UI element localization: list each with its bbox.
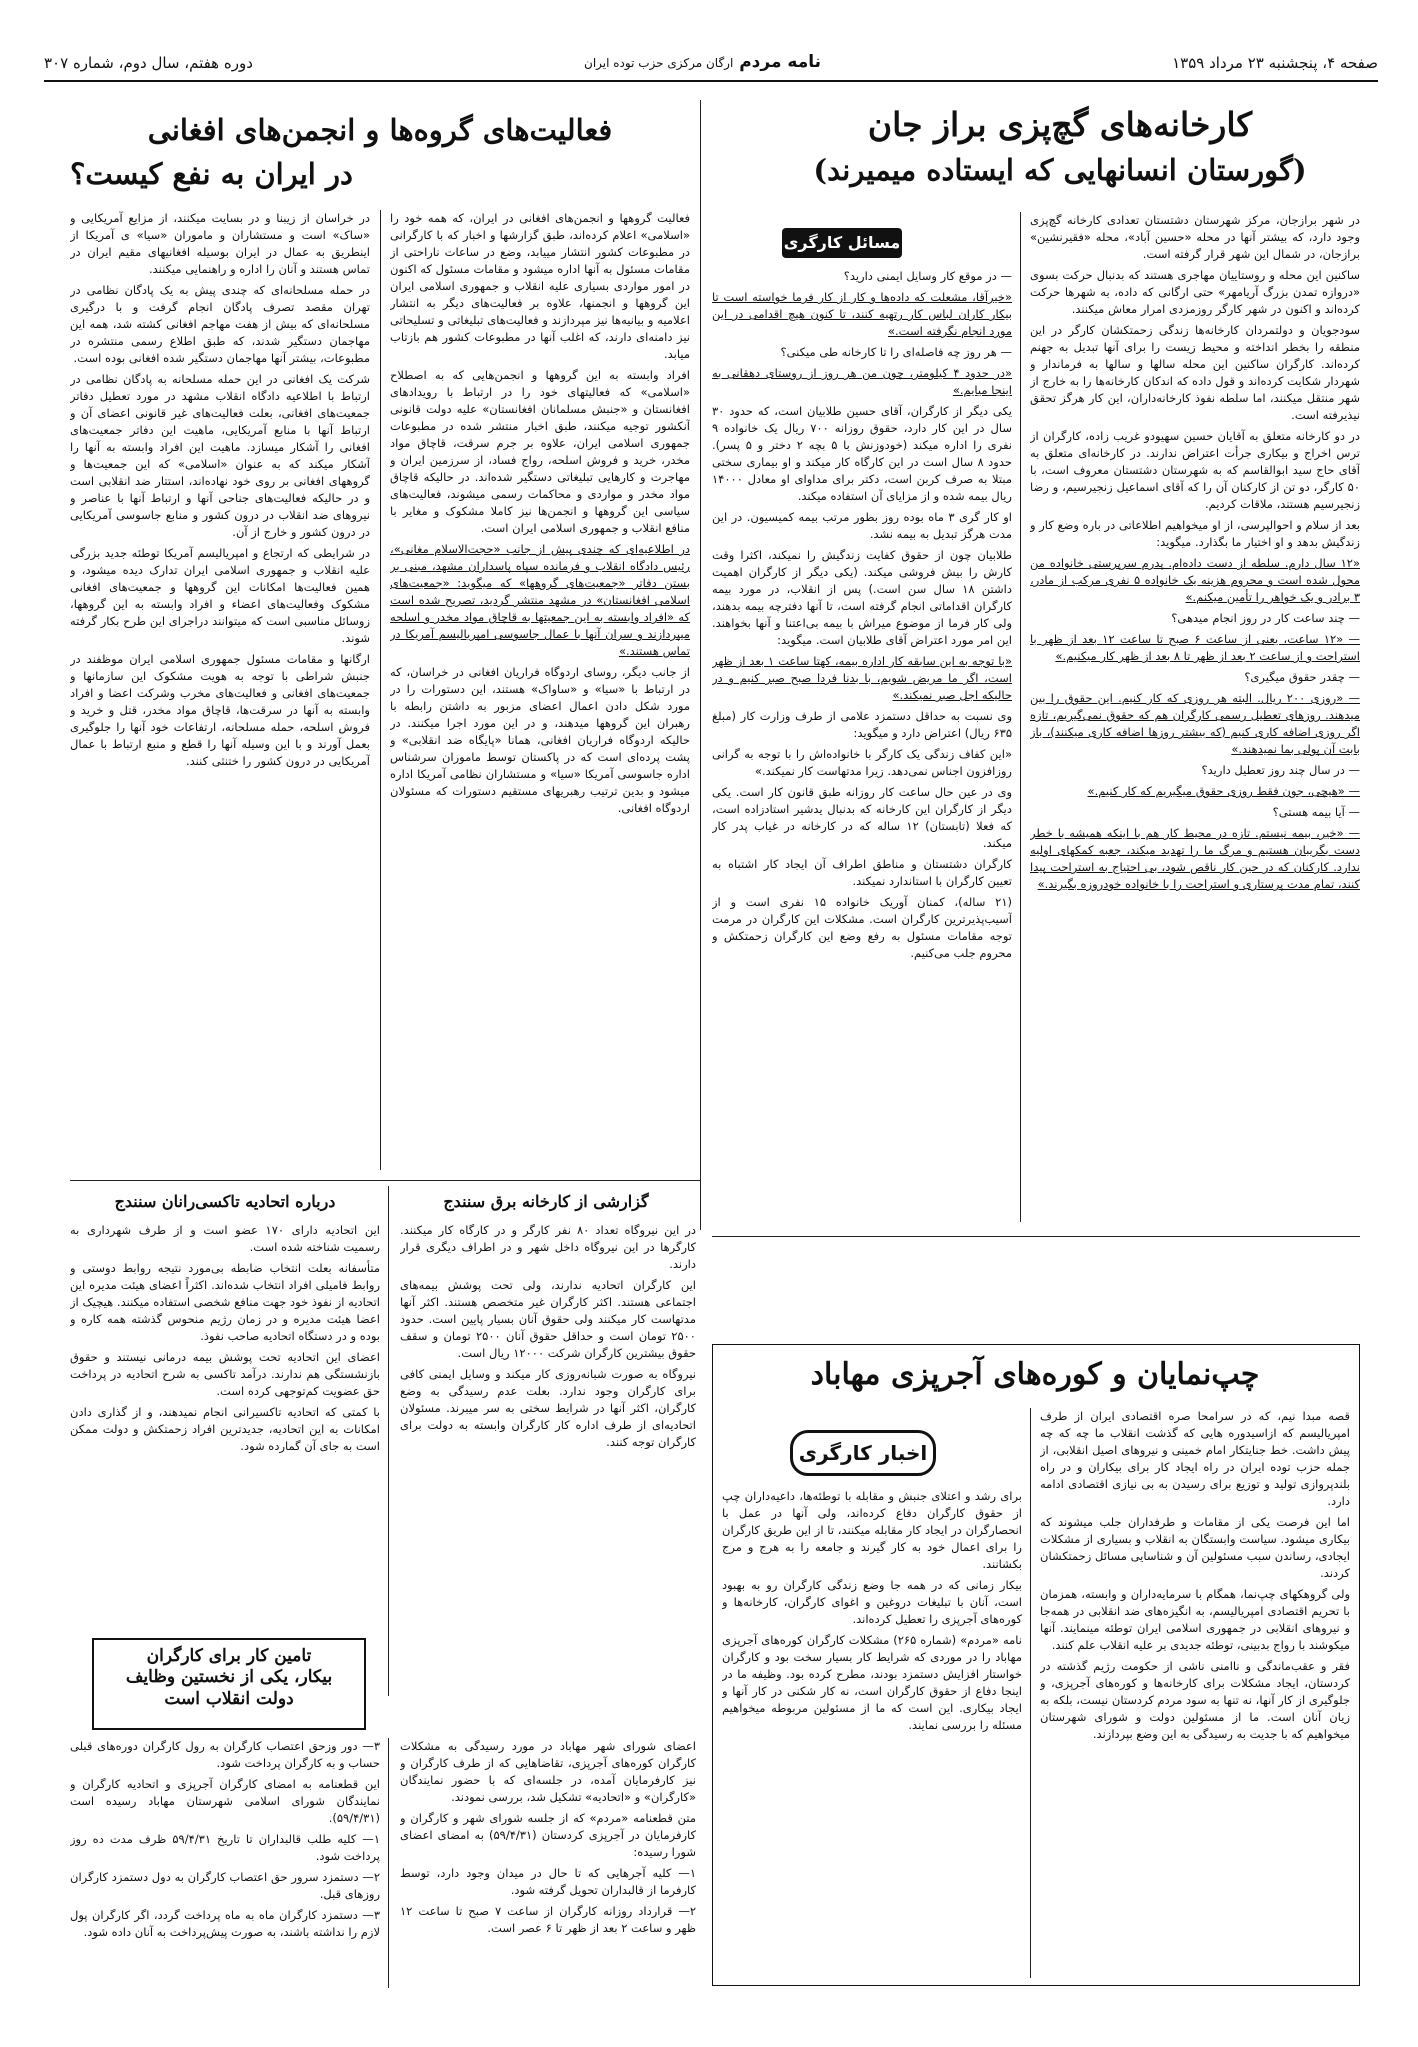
column-divider <box>380 210 381 1170</box>
mahabad-column-left: برای رشد و اعتلای جنبش و مقابله با توطئه‌ها، داعیه‌داران چپ از حقوق کارگران دفاع کرده‌اند، ولی آنها در عمل با انحصارگران در ایجاد کار مقابله میکنند، تا از این طریق کارگران را برای اعمال خود به کار گیرند و جامعه را به هرج و مرج بکشانند. بیکار زمانی که در همه جا وضع زندگی کارگران رو به بهبود است، آنان با تبلیغات دروغین و اغوای کارگران، کارخانه‌ها و کوره‌های آجرپزی را تعطیل کرده‌اند. نامه «مردم» (شماره ۲۶۵) مشکلات کارگران کوره‌های آجرپزی مهاباد را در موردی که شرایط کار بسیار سخت بود و کارگران خواستار افزایش دستمزد بودند، مطرح کرده بود. وظیفه ما در اینجا دفاع از حقوق کارگران است، نه کار شکنی در کار آنها و ایجاد بیکاری. این است که ما از مسئولین مربوطه میخواهیم مسئله را بررسی نمایند. <box>722 1489 1022 1732</box>
labor-issues-badge: مسائل کارگری <box>782 228 902 258</box>
page-date: صفحه ۴، پنجشنبه ۲۳ مرداد ۱۳۵۹ <box>1172 54 1378 72</box>
labor-news-badge: اخبار کارگری <box>790 1430 936 1476</box>
slogan-line-3: دولت انقلاب است <box>164 1688 294 1709</box>
electric-title: گزارشی از کارخانه برق سنندج <box>443 1192 649 1211</box>
resolution-column-a: اعضای شورای شهر مهاباد در مورد رسیدگی به مشکلات کارگران کوره‌های آجرپزی، تقاضا‌هایی که از طرف کارگران و نیز کارفرمایان آمده، در جلسه‌ای که با حضور نمایندگان «کارگران» و «اتحادیه» تشکیل شد، بررسی نمودند. متن قطعنامه «مردم» که از جلسه شورای شهر و کارگران و کارفرمایان در آجرپزی کردستان (۵۹/۴/۳۱) به امضای اعضای شورا رسیده: ۱— کلیه آجرهایی که تا حال در میدان وجود دارد، توسط کارفرما از قالبداران تحویل گرفته شود. ۲— قرارداد روزانه کارگران از ساعت ۷ صبح تا ساعت ۱۲ ظهر و ساعت ۲ بعد از ظهر تا ۶ عصر است. <box>400 1739 696 1935</box>
mahabad-column-right: قصه مبدا نیم، که در سرامحا صره اقتصادی ایران از طرف امپریالیسم که ازاسیدوره هایی که گذشت انقلاب ما چه که چه پیش داشت. خط جنایتکار امام خمینی و نیروهای اصیل انقلابی، از جمله حزب توده ایران در راه ایجاد کار برای بیکاران و در راه بلندپروازی تولید و توزیع برای رسیدن به بی نیازی اقتصادی ادامه دارد. اما این فرصت یکی از مقامات و طرفداران جلب میشوند که بیکاری میشود. سیاست وابستگان به انقلاب و بسیاری از مشکلات ایجادی، رساندن سبب مسئولین آن و شناسایی مسائل زحمتکشان کردند. ولی گروهکهای چپ‌نما، همگام با سرمایه‌داران و وابسته، همزمان با تحریم اقتصادی امپریالیسم، به انگیزه‌های ضد انقلابی در همه‌جا و نیروهای انقلابی در جمهوری اسلامی ایران توطئه مینمایند. آنها میکوشند با رواج بدبینی، توطئه جدیدی بر علیه انقلاب علم کنند. فقر و عقب‌ماندگی و ناامنی ناشی از حکومت رژیم گذشته در کردستان، ایجاد مشکلات برای کارخانه‌ها و کوره‌های آجرپزی، و جلوگیری از کار آنها، نه تنها به سود مردم کردستان نیست، بلکه به زیان آنان است. ما از مسئولین دولت و شورای شهرستان میخواهیم که با جدیت به رسیدگی به این وضع بپردازند. <box>1040 1409 1350 1741</box>
column-divider <box>1030 1408 1031 1978</box>
gypsum-column-right: در شهر برازجان، مرکز شهرستان دشتستان تعدادی کارخانه گچ‌پزی وجود دارد، که بیشتر آنها در محله «حسین آباد»، محله «فقیرنشین» برازجان، در شمال این شهر قرار گرفته است. ساکنین این محله و روستاییان مهاجری هستند که بدنبال حرکت بسوی «دروازه تمدن بزرگ آریامهر» حتی ارگانی که داده، به شهرها حرکت کرده‌اند و اکنون در شهر کارگر روزمزدی امرار معاش میکنند. سودجویان و دولتمردان کارخانه‌ها زندگی زحمتکشان کارگر در این منطقه را بخطر انداخته و محیط زیست را برای آنها تبدیل به جهنم کرده‌اند. کارگران ساکنین این محله سالها و سالها به فرماندار و شهردار شکایت کرده‌اند و قول داده که اندکان کارخانه‌ها را به خارج از شهر منتقل میکنند، اما سلطه نفوذ کارخانه‌داران، این کار هرگز تحقق نیذیرفته است. در دو کارخانه متعلق به آقایان حسین سهیودو غریب زاده، کارگران از ترس اخراج و بیکاری جرأت اعتراض ندارند. در کارخانه‌ای متعلق به آقای حاج سید ابوالقاسم که به شهرستان دشتستان معروف است، با ۵۰ کارگر، دو تن از کارکنان آن را که آقای اسماعیل زنجیرسیم، و رضا زنجیرسیم هستند، ملاقات کردیم. بعد از سلام و احوالپرسی، از او میخواهیم اطلاعاتی در باره وضع کار و زندگیش بدهد و او اختیار ما بگذارد. میگوید: «۱۲ سال دارم. سلطه از دست داده‌ام. پدرم سرپرستی خانواده من محول شده است و محروم هزینه یک خانواده ۵ نفری مرکب از مادر، ۳ برادر و یک خواهر را تأمین میکنم.» — چند ساعت کار در روز انجام میدهی؟ — «۱۲ ساعت، یعنی از ساعت ۶ صبح تا ساعت ۱۲ بعد از ظهر با استراحت و از ساعت ۲ بعد از ظهر تا ۸ بعد از ظهر کار میکنیم.» — چقدر حقوق میگیری؟ — «روزی ۲۰۰ ریال. البته هر روزی که کار کنیم. این حقوق را بین میدهند. روزهای تعطیل رسمی کارگران هم که حقوق نمی‌گیریم، تازه اگر روزی اضافه کاری کنیم (که بیشتر روزها اضافه کاری میکنند)، باز بابت آن پولی بما نمیدهند.» — در سال چند روز تعطیل دارید؟ — «هیچی، جون فقط روزی حقوق میگیریم که کار کنیم.» — آیا بیمه هستی؟ — «خیر، بیمه نیستم. تازه در محیط کار هم با اینکه همیشه با خطر دست بگریبان هستیم و مرگ ما را تهدید میکند، جعبه کمکهای اولیه ندارد. کارکنان که در حین کار ناقص شود، بی احتیاج به استراحت پیدا کنند، تمام مدت پرستاری و استراحت را با خانواده خودروزه بگیرند.» <box>1030 213 1360 891</box>
column-divider <box>388 1738 389 1988</box>
gypsum-title: کارخانه‌های گچ‌پزی براز جان <box>867 105 1253 144</box>
gypsum-column-left: — در موقع کار وسایل ایمنی دارید؟ «خیرآقا، مشعلت که داده‌ها و کار از کار فرما خواسته است تا بیکار کاران لباس کار رتهیه کنند، تا کنون هیچ اقدامی در این مورد انجام نگرفته است.» — هر روز چه فاصله‌ای را تا کارخانه طی میکنی؟ «در حدود ۴ کیلومتر، چون من هر روز از روستای دهقانی به اینجا میایم.» یکی دیگر از کارگران، آقای حسین طلابیان است، که حدود ۳۰ سال در این کار دارد، حقوق روزانه ۷۰۰ ریال یک خانواده ۹ نفری را اداره میکند (خودوزنش با ۵ بچه ۲ دختر و ۵ پسر). حدود ۸ سال است در این کارگاه کار میکند و او بیماری سختی مبتلا به صرف کربن است، دکتر برای مداوای او معادل ۱۴۰۰۰ ریال بیمه شده و از مزایای آن استفاده میکند. او کار گری ۳ ماه بوده روز بطور مرتب بیمه کمیسیون. در این مدت هرگز تبدیل به بیمه نشد. طلابیان چون از حقوق کفایت زندگیش را نمیکند، اکثرا وقت کارش را بیش فروشی میکند. (یکی دیگر از کارگران اهمیت داشتن ۱۸ سال سن است.) پس از انقلاب، در مورد بیمه کارگران اقداماتی انجام گرفته است، تا آنها دفترچه بیمه بدهند، ولی کار فرما از موضوع میراش با بیمه بی‌اعتنا و آنها بخواهند. این امر مورد اعتراض آقای طلابیان است. میگوید: «با توجه به این سابقه کار اداره بیمه، کهتا ساعت ۱ بعد از ظهر است، اگر ما مریض شویم، با بدنا فردا صبح صبر کنیم و در حالیکه اجل صبر نمیکند.» وی نسبت به حداقل دستمزد علامی از طرف وزارت کار (مبلغ ۶۳۵ ریال) اعتراض دارد و میگوید: «این کفاف زندگی یک کارگر با خانواده‌اش را با توجه به گرانی روزافزون اجناس نمی‌دهد. زیرا مدتهاست کار نمیکند.» وی در عین حال ساعت کار روزانه طبق قانون کار است. یکی دیگر از کارگران این کارخانه که بدنبال یدشیر استادزاده است، که فعلا (تابستان) ۱۲ ساله که در کارخانه در غیاب پدر کار میکند. کارگران دشتستان و مناطق اطراف آن ایجاد کار اشتباه به تعیین کارگران با استاندارد نمیکند. (۲۱ ساله)، کمنان آوریک خانواده ۱۵ نفری است و از آسیب‌پذیرترین کارگران است. مشکلات این کارگران در مرمت توجه مقامات مسئول به رفع وضع این کارگران زحمتکش و محروم جلب می‌کنیم. <box>712 269 1012 960</box>
paper-name-logo: نامه مردم ارگان مرکزی حزب توده ایران <box>584 52 822 72</box>
slogan-line-1: تامین کار برای کارگران <box>146 1646 312 1666</box>
electric-body: در این نیروگاه تعداد ۸۰ نفر کارگر و در کارگاه کار میکنند. کارگرها در این نیروگاه داخل شهر و در اطراف دیگری قرار دارند. این کارگران اتحادیه ندارند، ولی تحت پوشش بیمه‌های اجتماعی هستند. اکثر کارگران غیر متخصص هستند. اکثر آنها مدتهاست کار میکنند ولی حقوق آنان بسیار پایین است. حدود ۲۵۰۰ تومان است و حداقل حقوق آنان ۲۵۰۰ تومان و سقف حقوق بیشترین کارگران شرکت ۱۲۰۰۰ ریال است. نیروگاه به صورت شبانه‌روزی کار میکند و وسایل ایمنی کافی برای کارگران وجود ندارد. بعلت عدم رسیدگی به وضع کارگران، اکثر آنها در شرایط سختی به سر میبرند. مسئولان اتحادیه‌ای از طرف اداره کار کارگران وابسته به دولت برای کارگران توجه کنند. <box>400 1223 696 1449</box>
afghan-column-right: فعالیت گروهها و انجمن‌های افغانی در ایران، که همه خود را «اسلامی» اعلام کرده‌اند، طبق گزارشها و اخبار که با کارگرانی در مطبوعات کشور انتشار مییابد، وضع در ساعات ناراحتی از مقامات مسئول به آنها اداره میشود و مقامات مسئول که اکنون در امور مواردی بسیاری علیه انقلاب و جمهوری اسلامی ایران این گروهها و انجمنها، علاوه بر فعالیت‌های دیگر به انتشار اعلامیه و بیانیه‌ها نیز مپردازند و فعالیت‌های تبلیغاتی و تسلیحاتی نیز دامنه‌ای دارند، که اغلب آنها در مطبوعات کشور هم بازتاب میابد. افراد وابسته به این گروهها و انجمن‌هایی که به اصطلاح «اسلامی» که فعالیتهای خود را در ارتباط با رویدادهای افغانستان و «جنبش مسلمانان افغانستان» علیه دولت قانونی آنکشور توجیه میکنند، طبق اخبار منتشر شده در مطبوعات جمهوری اسلامی ایران، علاوه بر جرم سرقت، قاچاق مواد مخدر، خرید و فروش اسلحه، رواج فساد، از سرزمین ایران و مهاجرت و کارهایی تبلیغاتی دستگیر شده‌اند. در حالیکه قاچاق مواد مخدر و مواردی و محاکمات رسمی میشوند، فعالیت‌های سیاسی این گروهها و انجمن‌ها نیز کاملا مشکوک و مغایر با منافع انقلاب و جمهوری اسلامی ایران است. در اطلاعیه‌ای که چندی پیش از جانب «حجت‌الاسلام مغانی»، رئیس دادگاه انقلاب و فرمانده سپاه پاسداران مشهد، مبنی بر بستن دفاتر «جمعیت‌های گروهها» که میگوید: «جمعیت‌های اسلامی افغانستان» در مشهد منتشر گردید، تصریح شده است که «افراد وابسته به این جمعیتها به قاچاق مواد مخدر و اسلحه میپردازند و سران آنها با عمال جاسوسی امپریالیسم آمریکا در تماس هستند.» از جانب دیگر، روسای اردوگاه فراریان افغانی در خراسان، که در ارتباط با «سیا» و «ساواک» هستند، این دستورات را در مورد شکل دادن اعمال اعضای مزبور به داشتن رابطه با رهبران این گروهها میدهند، و در این مورد اجرا میکنند. در حالیکه اردوگاه فراریان افغانی، همانا «پایگاه ضد انقلابی» و پشت پرده‌ای است که در پاکستان توسط ماموران سرشناس اداره جاسوسی آمریکا «سیا» و مستشاران نظامی آمریکا اداره میشود و بدین ترتیب رهبریهای مستقیم دستورات که مسئولان اردوگاه افغانی. <box>390 211 690 815</box>
employment-slogan-box <box>92 1638 366 1730</box>
masthead <box>44 52 1378 82</box>
taxi-body: این اتحادیه دارای ۱۷۰ عضو است و از طرف شهرداری به رسمیت شناخته شده است. متأسفانه بعلت انتخاب ضابطه بی‌مورد نتیجه روابط دوستی و روابط فامیلی افراد انتخاب شده‌اند. اکثراً اعضای هیئت مدیره این اتحادیه از نفوذ خود جهت منافع شخصی استفاده میکنند. هیچیک از اعضا هیئت مدیره و در زمان رژیم منحوس گذشته همه کاره و بوده و در دستگاه اتحادیه صاحب نفوذ. اعضای این اتحادیه تحت پوشش بیمه درمانی نیستند و حقوق بازنشستگی هم ندارند. درآمد تاکسی به شرح اتحادیه در پرداخت حق عضویت کم‌توجهی کرده است. با کمتی که اتحادیه تاکسیرانی انجام نمیدهند، و از گذاری دادن امکانات به این اتحادیه، جدیدترین افراد زحمتکش و دولت ممکن است به جای آن گمارده شود. <box>70 1223 380 1453</box>
afghan-subtitle: در ایران به نفع کیست؟ <box>70 157 353 191</box>
taxi-title: درباره اتحادیه تاکسی‌رانان سنندج <box>114 1192 336 1211</box>
slogan-line-2: بیکار، یکی از نخستین وظایف <box>125 1667 333 1688</box>
issue-number: دوره هفتم، سال دوم، شماره ۳۰۷ <box>44 54 253 72</box>
resolution-column-b: ۳— دور وزحق اعتصاب کارگران به رول کارگران دوره‌های قبلی حساب و به کارگران پرداخت شود. این قطعنامه به امضای کارگران آجرپزی و اتحادیه کارگران و نمایندگان شورای اسلامی شهرستان مهاباد رسیده است (۵۹/۴/۳۱). ۱— کلیه طلب قالبداران تا تاریخ ۵۹/۴/۳۱ ظرف مدت ده روز پرداخت شود. ۲— دستمزد سرور حق اعتصاب کارگران به دول دستمزد کارگران روزهای قبل. ۳— دستمزد کارگران ماه به ماه پرداخت گردد، اگر کارگران پول لازم را نداشته باشند، به صورت پیش‌پرداخت به آنان داده شود. <box>70 1739 380 1939</box>
section-rule <box>712 1236 1360 1237</box>
section-divider <box>700 100 701 1230</box>
column-divider <box>388 1186 389 1696</box>
afghan-column-left: در خراسان از زیبنا و در بسایت میکنند، از مزایع آمریکایی و «ساک» است و مستشاران و ماموران «سیا» ی آمریکا از اینطریق به عمال در ایران بوسیله افغانیهای مقیم ایران در تماس هستند و آنان را اداره و راهنمایی میکنند. در حمله مسلحانه‌ای که چندی پیش به یک پادگان نظامی در تهران مقصد تصرف پادگان انجام گرفت و با درگیری مسلحانه‌ای که بیش از هفت مهاجم افغانی کشته شد، همه این مهاجمان دستگیر شدند، که طبق اطلاع رسمی منتشره در مطبوعات، بیشتر آنها مهاجمان دستگیر شده افغانی بوده است. شرکت یک افغانی در این حمله مسلحانه به پادگان نظامی در ارتباط با اطلاعیه دادگاه انقلاب مشهد در مورد تعطیل دفاتر جمعیت‌های افغانی، بعلت فعالیت‌های غیر قانونی اعضای آن و ارتباط آنها با منابع آمریکایی، ماهیت این دفاتر جمعیت‌های افغانی را آشکار میسازد. ماهیت این افراد وابسته به آنها را آشکار میکند که به عنوان «اسلامی» که این جمعیت‌ها و گروههای افغانی بر روی خود نهاده‌اند، استتار ضد انقلابی است و در حالیکه فعالیت‌های جناحی آنها و ارتباط آنها با عناصر و نیروهای ضد انقلاب در درون کشور و منابع جاسوسی آمریکایی در درون کشور و خارج از آن. در شرایطی که ارتجاع و امپریالیسم آمریکا توطئه جدید بزرگی علیه انقلاب و جمهوری اسلامی ایران تدارک دیده میشود، و همین فعالیت‌ها امکانات این گروهها و جمعیت‌های افغانی مشکوک وفعالیت‌های اعضاء و افراد وابسته به این گروهها، زوسائل مناسبی است که میتوانند دراجرای این طرح بکار گرفته شوند. ارگانها و مقامات مسئول جمهوری اسلامی ایران موظفند در جنبش شراطی با توجه به هویت مشکوک این سازمانها و جمعیت‌های افغانی و فعالیت‌های مخرب وشرکت اعضا و افراد وابسته به آنها در سرقت‌ها، قاچاق مواد مخدر، قتل و خرید و فروش اسلحه، حمله مسلحانه، ارتفاعات خود آنها را جلوگیری بعمل آورند و با این وسیله آنها را قطع و منبع ارتباط با عمال آمریکایی در درون کشور را ختنثی کنند. <box>70 211 370 768</box>
section-rule <box>70 1180 700 1181</box>
mahabad-title: چپ‌نمایان و کوره‌های آجرپزی مهاباد <box>810 1357 1260 1392</box>
gypsum-subtitle: (گورستان انسانهایی که ایستاده میمیرند) <box>813 153 1307 187</box>
afghan-title: فعالیت‌های گروه‌ها و انجمن‌های افغانی <box>147 113 613 147</box>
column-divider <box>1020 212 1021 1222</box>
